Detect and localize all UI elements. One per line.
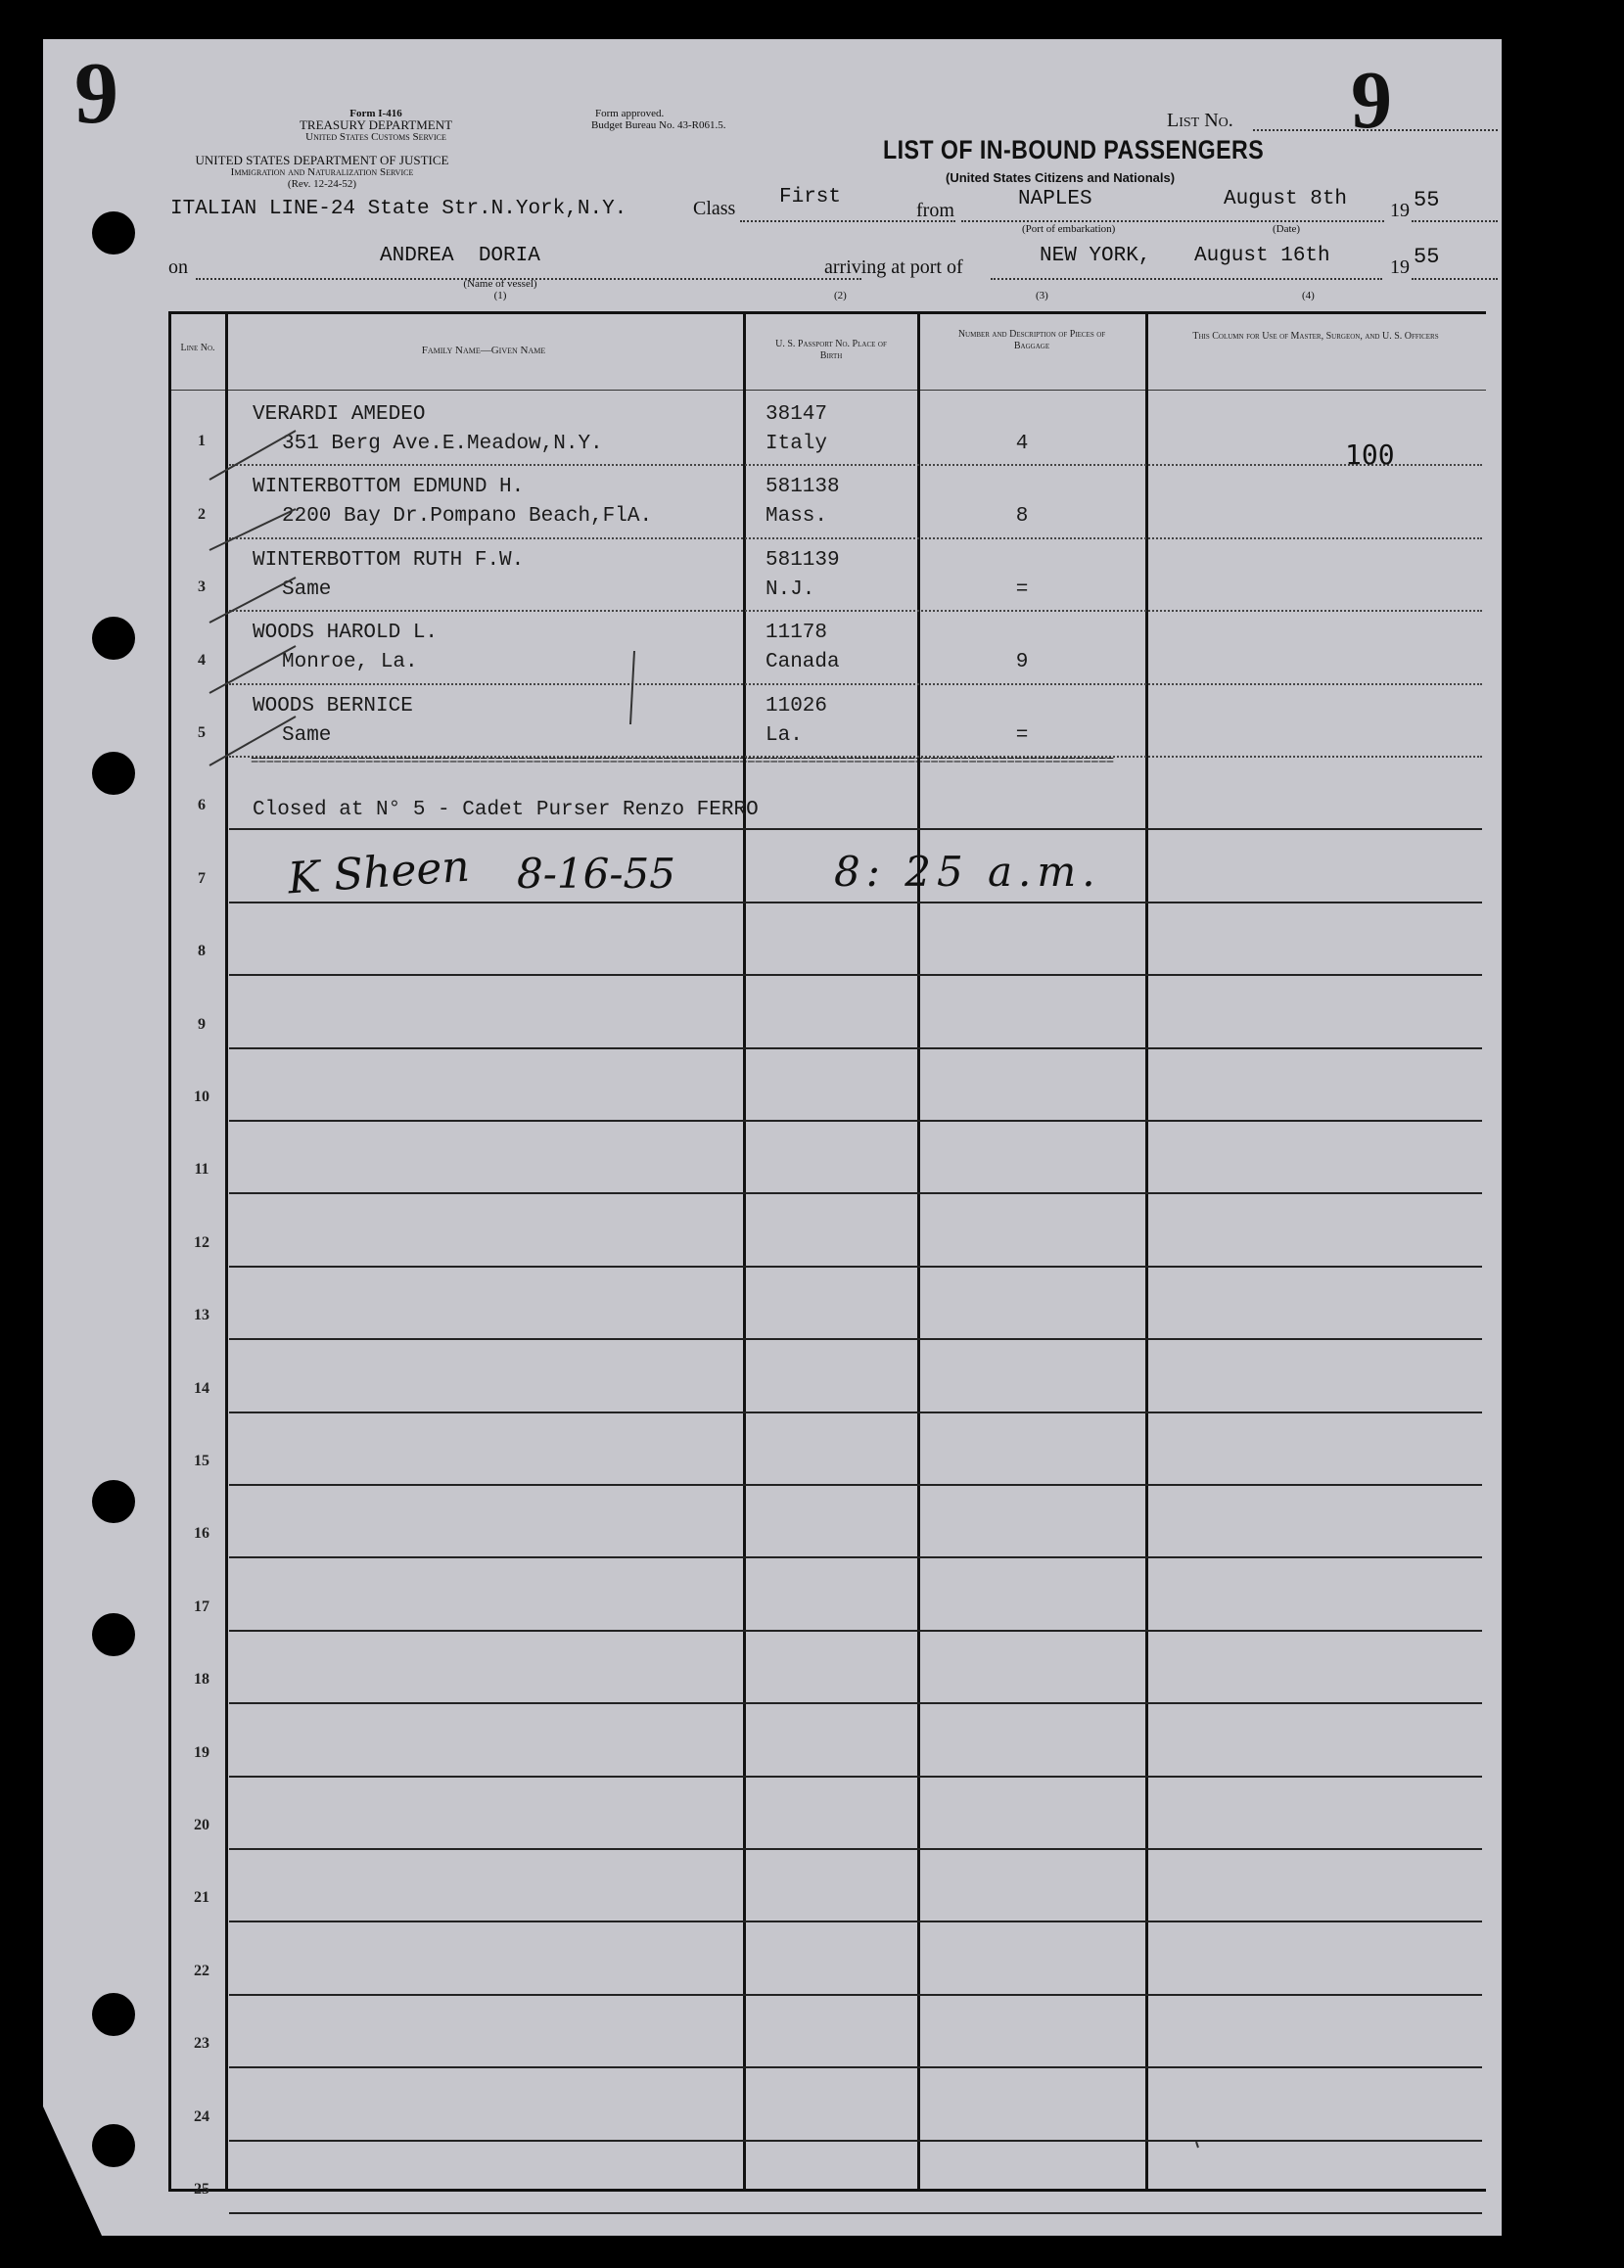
passenger-address: Monroe, La.: [282, 651, 418, 674]
arrival-year-prefix: 19: [1390, 256, 1410, 278]
col-caption-3: (3): [1036, 290, 1048, 301]
line-number: 2: [198, 505, 206, 523]
form-page: [43, 39, 1502, 2236]
check-mark-1: [209, 431, 296, 480]
place-of-birth: Canada: [766, 651, 840, 674]
pencil-marks: [43, 39, 1502, 2236]
place-of-birth: La.: [766, 723, 803, 747]
officer-note: 100: [1345, 439, 1395, 471]
line-number: 18: [194, 1671, 209, 1689]
check-mark-2: [209, 509, 296, 550]
line-number: 13: [194, 1307, 209, 1324]
punch-hole: [92, 2124, 135, 2167]
vessel-caption-text: (Name of vessel): [463, 278, 537, 290]
line-number: 12: [194, 1233, 209, 1251]
list-no-label: List No.: [1167, 110, 1233, 131]
separator-line: =================================================================================================================: [251, 754, 1114, 769]
col-header-officers: This Column for Use of Master, Surgeon, and U. S. Officers: [1192, 331, 1439, 342]
pencil-dot: [1196, 2142, 1198, 2148]
line-number: 5: [198, 724, 206, 741]
passport-number: 11026: [766, 694, 828, 717]
form-subtitle: (United States Citizens and Nationals): [946, 170, 1176, 185]
treasury-dept: TREASURY DEPARTMENT: [299, 117, 453, 132]
class-label: Class: [693, 198, 736, 219]
place-of-birth: Mass.: [766, 505, 828, 529]
on-label: on: [168, 256, 188, 278]
col-header-passport: U. S. Passport No. Place of Birth: [775, 339, 887, 361]
budget-bureau: Budget Bureau No. 43-R061.5.: [591, 119, 726, 131]
customs-service: United States Customs Service: [305, 131, 446, 143]
arriving-label: arriving at port of: [824, 256, 963, 278]
passport-number: 581138: [766, 476, 840, 499]
line-number: 8: [198, 943, 206, 960]
passenger-address: Same: [282, 578, 332, 601]
line-number: 23: [194, 2035, 209, 2053]
from-label: from: [916, 200, 954, 221]
form-approved: Form approved.: [595, 108, 665, 119]
line-number: 9: [198, 1015, 206, 1033]
line-number: 25: [194, 2181, 209, 2198]
line-number: 10: [194, 1088, 209, 1105]
embark-date: August 8th: [1224, 188, 1348, 210]
revision: (Rev. 12-24-52): [287, 178, 357, 190]
ins-service: Immigration and Naturalization Service: [230, 166, 414, 178]
embark-port: NAPLES: [1018, 188, 1092, 210]
passenger-name: VERARDI AMEDEO: [253, 403, 426, 426]
punch-hole: [92, 1480, 135, 1523]
passenger-name: WINTERBOTTOM RUTH F.W.: [253, 548, 525, 572]
punch-hole: [92, 752, 135, 795]
signature: K Sheen: [286, 841, 472, 904]
line-number: 7: [198, 869, 206, 887]
baggage-count: 4: [1015, 433, 1029, 455]
punch-hole: [92, 1993, 135, 2036]
form-id: Form I-416: [349, 108, 402, 119]
baggage-count: =: [1015, 723, 1029, 747]
line-number: 3: [198, 579, 206, 596]
arrival-year-suffix: 55: [1414, 245, 1440, 269]
punch-hole: [92, 211, 135, 255]
passenger-name: WINTERBOTTOM EDMUND H.: [253, 476, 525, 499]
handwritten-date: 8-16-55: [517, 850, 675, 898]
check-mark-4: [209, 646, 296, 693]
line-number: 21: [194, 1889, 209, 1907]
line-number: 15: [194, 1453, 209, 1469]
corner-number-right: 9: [1351, 55, 1392, 146]
line-number: 20: [194, 1817, 209, 1833]
passport-number: 581139: [766, 548, 840, 572]
baggage-count: =: [1015, 578, 1029, 601]
line-number: 17: [194, 1597, 209, 1615]
corner-number-left: 9: [74, 45, 118, 142]
passenger-address: 2200 Bay Dr.Pompano Beach,FlA.: [282, 505, 653, 529]
punch-hole: [92, 1613, 135, 1656]
port-caption: (Port of embarkation): [1022, 223, 1116, 235]
place-of-birth: Italy: [766, 433, 828, 455]
baggage-count: 9: [1015, 651, 1029, 674]
vessel-caption-num: (1): [493, 290, 507, 301]
line-number: 19: [194, 1743, 209, 1761]
pencil-stroke: [630, 651, 634, 724]
passenger-name: WOODS HAROLD L.: [253, 622, 439, 645]
col-header-name: Family Name—Given Name: [421, 345, 546, 356]
embark-year-suffix: 55: [1414, 188, 1440, 212]
line-number: 4: [198, 651, 206, 669]
place-of-birth: N.J.: [766, 578, 815, 601]
line-number: 16: [194, 1525, 209, 1543]
check-mark-5: [209, 717, 296, 765]
vessel-name: ANDREA DORIA: [380, 245, 540, 267]
shipping-company: ITALIAN LINE-24 State Str.N.York,N.Y.: [170, 198, 627, 220]
col-caption-4: (4): [1302, 290, 1315, 301]
embark-year-prefix: 19: [1390, 200, 1410, 221]
line-number: 24: [194, 2107, 209, 2125]
line-number: 14: [194, 1379, 209, 1397]
corner-fold: [43, 2106, 102, 2236]
punch-hole: [92, 617, 135, 660]
arrival-date: August 16th: [1194, 245, 1330, 267]
passport-number: 11178: [766, 622, 828, 645]
handwritten-time: 8: 25 a.m.: [834, 848, 1101, 896]
col-header-baggage: Number and Description of Pieces of Baggage: [957, 329, 1106, 351]
arrival-port: NEW YORK,: [1040, 245, 1151, 267]
justice-dept: UNITED STATES DEPARTMENT OF JUSTICE: [195, 153, 449, 167]
col-caption-2: (2): [834, 290, 847, 301]
passenger-address: Same: [282, 723, 332, 747]
baggage-count: 8: [1015, 505, 1029, 529]
date-caption: (Date): [1273, 223, 1301, 235]
line-number: 6: [198, 797, 206, 814]
line-number: 11: [194, 1161, 209, 1179]
line-number: 1: [198, 433, 206, 450]
check-mark-3: [209, 578, 296, 623]
line-number: 22: [194, 1962, 209, 1979]
passenger-address: 351 Berg Ave.E.Meadow,N.Y.: [282, 433, 603, 455]
passenger-name: WOODS BERNICE: [253, 694, 413, 717]
passport-number: 38147: [766, 403, 828, 426]
class-value: First: [779, 186, 842, 208]
form-title: LIST OF IN-BOUND PASSENGERS: [883, 135, 1265, 164]
closing-line: Closed at N° 5 - Cadet Purser Renzo FERRO: [253, 799, 759, 821]
col-header-line-no: Line No.: [180, 343, 215, 353]
